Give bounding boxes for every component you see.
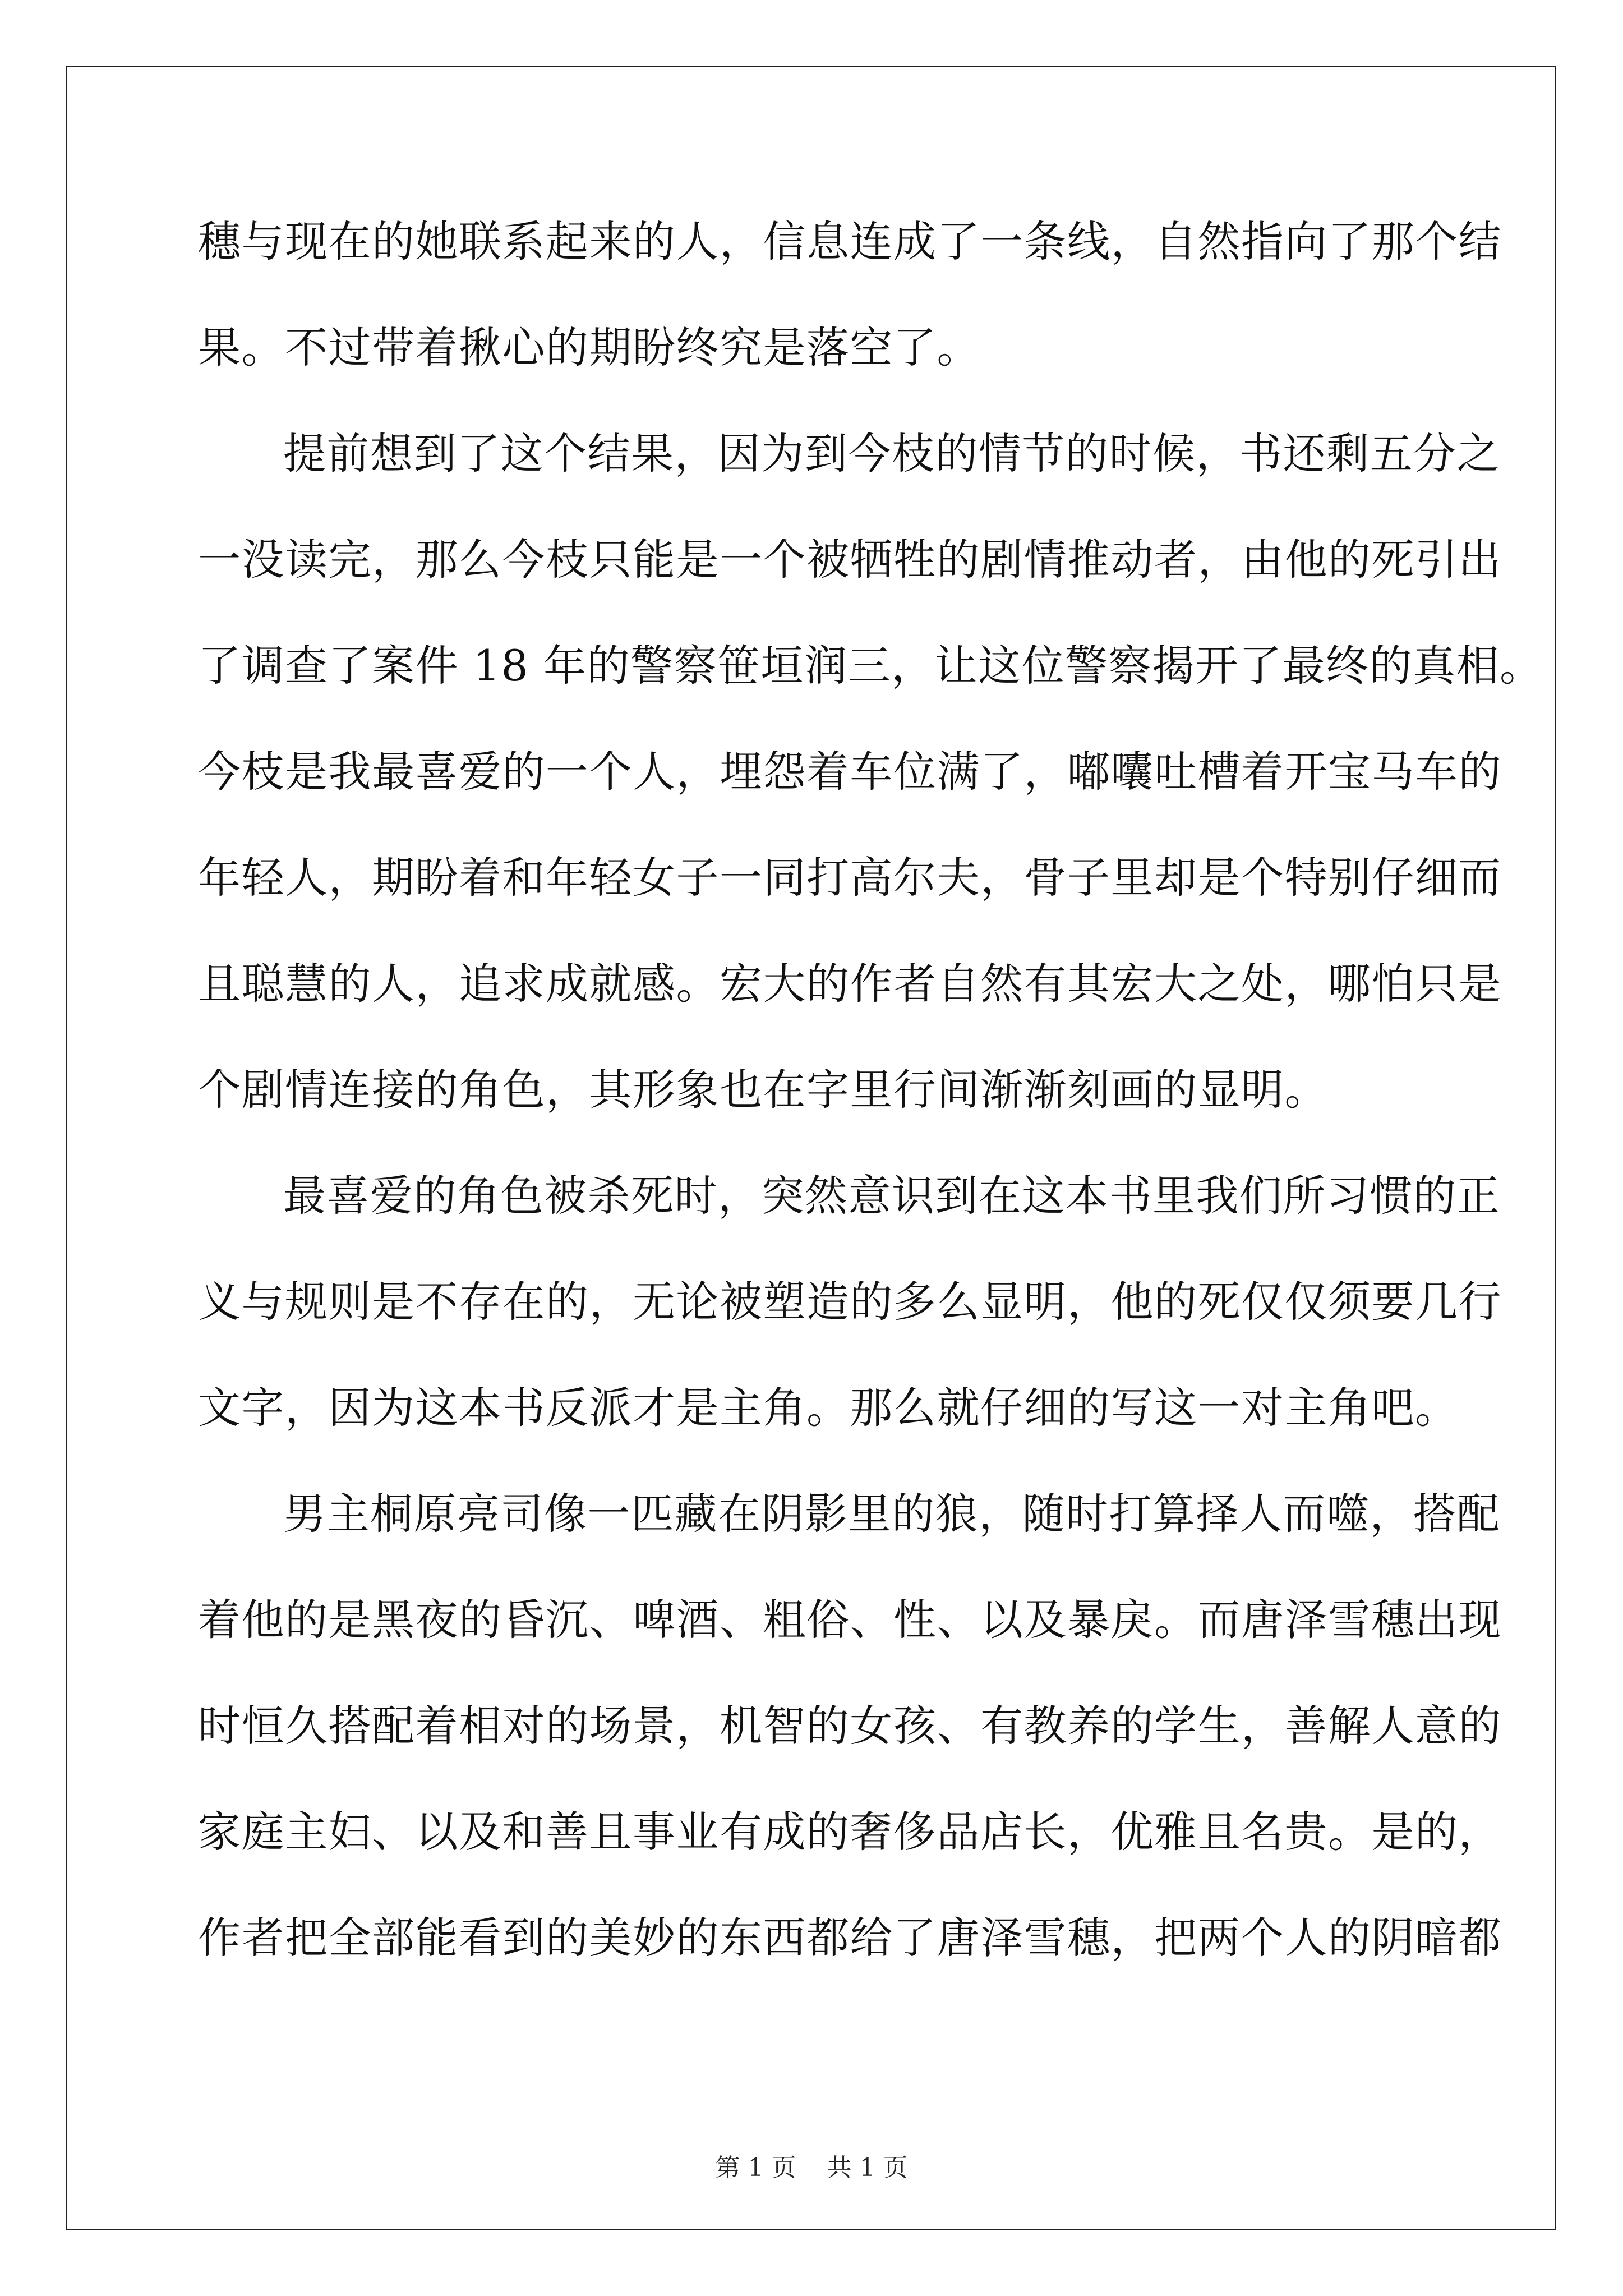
page-footer <box>0 2151 1623 2185</box>
document-body <box>198 211 1543 2013</box>
text-line: 文字，因为这本书反派才是主角。那么就仔细的写这一对主角吧。 <box>198 1383 1459 1433</box>
text-line: 作者把全部能看到的美妙的东西都给了唐泽雪穗，把两个人的阴暗都 <box>198 1913 1502 1963</box>
total-pages-label: 共 1 页 <box>827 2154 908 2182</box>
text-line: 且聪慧的人，追求成就感。宏大的作者自然有其宏大之处，哪怕只是 <box>198 959 1502 1009</box>
text-line: 男主桐原亮司像一匹藏在阴影里的狼，随时打算择人而噬，搭配 <box>283 1489 1500 1539</box>
text-line: 年轻人，期盼着和年轻女子一同打高尔夫，骨子里却是个特别仔细而 <box>198 853 1502 903</box>
text-line: 了调查了案件 18 年的警察笹垣润三，让这位警察揭开了最终的真相。 <box>198 641 1543 691</box>
text-line: 最喜爱的角色被杀死时，突然意识到在这本书里我们所习惯的正 <box>283 1171 1500 1221</box>
text-line: 家庭主妇、以及和善且事业有成的奢侈品店长，优雅且名贵。是的， <box>198 1807 1502 1857</box>
text-line: 一没读完，那么今枝只能是一个被牺牲的剧情推动者，由他的死引出 <box>198 535 1502 585</box>
text-line: 提前想到了这个结果，因为到今枝的情节的时候，书还剩五分之 <box>283 429 1500 478</box>
text-line: 果。不过带着揪心的期盼终究是落空了。 <box>198 323 980 372</box>
text-line: 时恒久搭配着相对的场景，机智的女孩、有教养的学生，善解人意的 <box>198 1701 1502 1751</box>
text-line: 今枝是我最喜爱的一个人，埋怨着车位满了，嘟囔吐槽着开宝马车的 <box>198 747 1502 797</box>
text-line: 穗与现在的她联系起来的人，信息连成了一条线，自然指向了那个结 <box>198 217 1502 266</box>
current-page-label: 第 1 页 <box>715 2154 796 2182</box>
text-line: 着他的是黑夜的昏沉、啤酒、粗俗、性、以及暴戾。而唐泽雪穗出现 <box>198 1595 1502 1645</box>
text-line: 义与规则是不存在的，无论被塑造的多么显明，他的死仅仅须要几行 <box>198 1277 1502 1327</box>
text-line: 个剧情连接的角色，其形象也在字里行间渐渐刻画的显明。 <box>198 1065 1328 1115</box>
